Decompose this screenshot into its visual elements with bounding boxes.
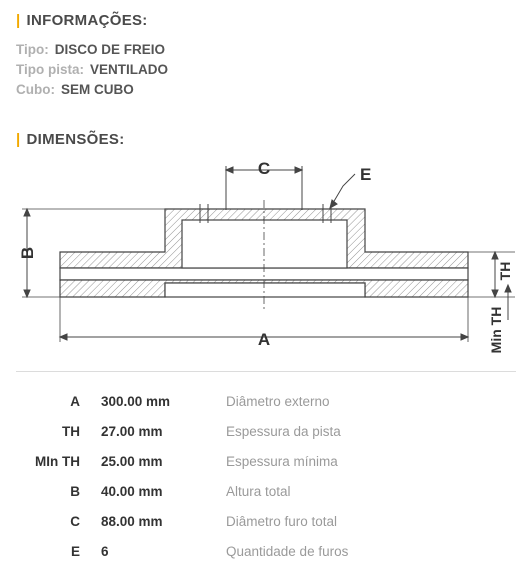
spec-symbol: E: [70, 544, 80, 559]
label-th: TH: [497, 261, 513, 281]
spec-description: Quantidade de furos: [226, 544, 349, 559]
accent-bar: |: [16, 131, 21, 148]
spec-value: 300.00 mm: [101, 394, 171, 409]
info-row-cubo: [16, 82, 134, 97]
spec-symbol: A: [70, 394, 80, 409]
label-c: C: [257, 159, 271, 178]
info-label: Tipo:: [16, 42, 49, 57]
label-b: B: [18, 246, 37, 260]
info-title-text: INFORMAÇÕES:: [26, 12, 148, 29]
spec-description: Diâmetro furo total: [226, 514, 338, 529]
spec-value: 6: [101, 544, 109, 559]
divider: [16, 371, 516, 372]
label-a: A: [257, 330, 271, 349]
spec-description: Diâmetro externo: [226, 394, 330, 409]
accent-bar: |: [16, 12, 21, 29]
dimensions-section-title: [16, 131, 125, 148]
spec-description: Espessura da pista: [226, 424, 341, 439]
spec-symbol: MIn TH: [35, 454, 80, 469]
info-label: Tipo pista:: [16, 62, 85, 77]
spec-description: Espessura mínima: [226, 454, 338, 469]
spec-value: 25.00 mm: [101, 454, 163, 469]
label-e: E: [360, 165, 372, 184]
dimensions-title-text: DIMENSÕES:: [26, 131, 125, 148]
info-value: SEM CUBO: [60, 82, 134, 97]
spec-symbol: TH: [62, 424, 80, 439]
info-value: VENTILADO: [90, 62, 169, 77]
spec-description: Altura total: [226, 484, 291, 499]
info-label: Cubo:: [16, 82, 55, 97]
label-min-th: Min TH: [488, 306, 504, 354]
dimension-min-th: [505, 285, 511, 320]
spec-symbol: B: [70, 484, 80, 499]
spec-value: 88.00 mm: [101, 514, 163, 529]
spec-value: 40.00 mm: [101, 484, 163, 499]
brake-disc-diagram: [0, 150, 529, 365]
dimension-e: [330, 174, 355, 208]
spec-symbol: C: [70, 514, 80, 529]
info-section-title: [16, 12, 148, 29]
info-row-tipo-pista: [16, 62, 168, 77]
info-value: DISCO DE FREIO: [54, 42, 166, 57]
info-row-tipo: [16, 42, 165, 57]
spec-value: 27.00 mm: [101, 424, 163, 439]
